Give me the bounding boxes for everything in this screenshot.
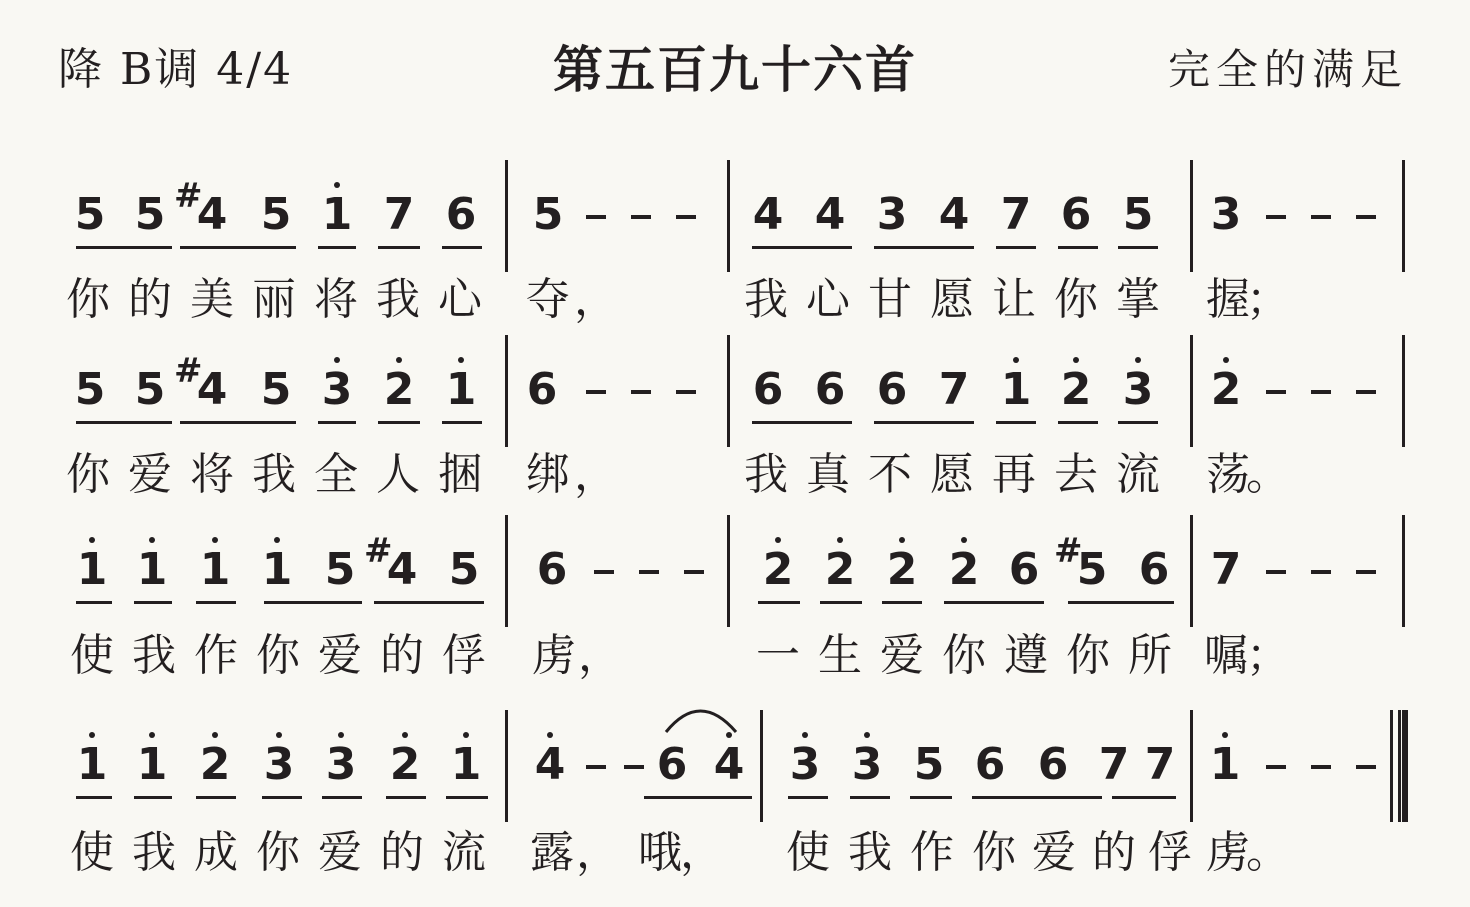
sustain-dash bbox=[684, 570, 704, 574]
note-digit: 3 bbox=[1210, 189, 1242, 240]
octave-dot bbox=[402, 732, 408, 738]
lyric-char: 你 bbox=[256, 827, 300, 878]
beam-underline bbox=[972, 796, 1102, 799]
octave-dot bbox=[1135, 357, 1141, 363]
sustain-dash bbox=[1356, 215, 1376, 219]
octave-dot bbox=[458, 357, 464, 363]
note-digit: 1 bbox=[136, 544, 168, 595]
sustain-dash bbox=[1311, 390, 1331, 394]
note-digit: 2 bbox=[383, 364, 415, 415]
sustain-dash bbox=[586, 765, 606, 769]
note-digit: 6 bbox=[974, 739, 1006, 790]
beam-underline bbox=[442, 246, 482, 249]
beam-underline bbox=[318, 421, 356, 424]
lyric-char: 荡 bbox=[1206, 449, 1250, 500]
octave-dot bbox=[1222, 732, 1228, 738]
barline bbox=[1190, 160, 1193, 272]
barline bbox=[1398, 710, 1401, 822]
note-digit: 3 bbox=[851, 739, 883, 790]
lyric-char: 的 bbox=[128, 274, 172, 325]
beam-underline bbox=[76, 246, 172, 249]
beam-underline bbox=[180, 421, 296, 424]
sustain-dash bbox=[1356, 390, 1376, 394]
lyric-char: 你 bbox=[66, 274, 110, 325]
note-digit: 6 bbox=[526, 364, 558, 415]
lyric-char: 愿 bbox=[930, 274, 974, 325]
beam-underline bbox=[322, 796, 362, 799]
octave-dot bbox=[89, 537, 95, 543]
sharp-sign: # bbox=[1054, 531, 1083, 571]
note-digit: 5 bbox=[913, 739, 945, 790]
note-digit: 6 bbox=[1037, 739, 1069, 790]
sustain-dash bbox=[586, 215, 606, 219]
note-digit: 7 bbox=[1144, 739, 1176, 790]
lyric-char: 心 bbox=[806, 274, 850, 325]
beam-underline bbox=[318, 246, 356, 249]
note-digit: 4 bbox=[196, 189, 228, 240]
sustain-dash bbox=[1356, 765, 1376, 769]
lyric-char: 作 bbox=[910, 827, 954, 878]
lyric-char: 成 bbox=[194, 827, 238, 878]
lyric-char: 你 bbox=[1066, 630, 1110, 681]
beam-underline bbox=[262, 796, 302, 799]
beam-underline bbox=[196, 601, 236, 604]
lyric-char: 人 bbox=[376, 449, 420, 500]
note-digit: 5 bbox=[532, 189, 564, 240]
lyric-char: 你 bbox=[942, 630, 986, 681]
octave-dot bbox=[334, 357, 340, 363]
note-digit: 1 bbox=[1209, 739, 1241, 790]
note-digit: 5 bbox=[134, 189, 166, 240]
note-digit: 7 bbox=[938, 364, 970, 415]
sharp-sign: # bbox=[174, 351, 203, 391]
barline bbox=[727, 160, 730, 272]
beam-underline bbox=[180, 246, 296, 249]
lyric-char: 我 bbox=[132, 827, 176, 878]
barline bbox=[727, 335, 730, 447]
beam-underline bbox=[442, 421, 482, 424]
octave-dot bbox=[1223, 357, 1229, 363]
octave-dot bbox=[837, 537, 843, 543]
note-digit: 5 bbox=[134, 364, 166, 415]
octave-dot bbox=[802, 732, 808, 738]
note-digit: 4 bbox=[386, 544, 418, 595]
beam-underline bbox=[644, 796, 752, 799]
lyric-char: 你 bbox=[972, 827, 1016, 878]
beam-underline bbox=[996, 246, 1036, 249]
lyric-char: 我 bbox=[848, 827, 892, 878]
note-digit: 4 bbox=[534, 739, 566, 790]
octave-dot bbox=[1013, 357, 1019, 363]
note-digit: 4 bbox=[196, 364, 228, 415]
lyric-char: 你 bbox=[1054, 274, 1098, 325]
sustain-dash bbox=[1311, 765, 1331, 769]
note-digit: 2 bbox=[948, 544, 980, 595]
octave-dot bbox=[775, 537, 781, 543]
lyric-char: 你 bbox=[66, 449, 110, 500]
lyric-char: 你 bbox=[256, 630, 300, 681]
sustain-dash bbox=[676, 215, 696, 219]
beam-underline bbox=[820, 601, 862, 604]
lyric-char: 捆 bbox=[438, 449, 482, 500]
sustain-dash bbox=[1311, 570, 1331, 574]
barline bbox=[1190, 515, 1193, 627]
beam-underline bbox=[374, 601, 484, 604]
octave-dot bbox=[864, 732, 870, 738]
note-digit: 1 bbox=[450, 739, 482, 790]
lyric-char: 我 bbox=[744, 449, 788, 500]
beam-underline bbox=[874, 421, 974, 424]
lyric-char: 不 bbox=[868, 449, 912, 500]
octave-dot bbox=[899, 537, 905, 543]
barline bbox=[505, 710, 508, 822]
beam-underline bbox=[196, 796, 236, 799]
sustain-dash bbox=[594, 570, 614, 574]
lyric-char: 心 bbox=[438, 274, 482, 325]
beam-underline bbox=[76, 601, 112, 604]
lyric-char: 俘 bbox=[442, 630, 486, 681]
sharp-sign: # bbox=[364, 531, 393, 571]
beam-underline bbox=[752, 421, 852, 424]
lyric-char: 流 bbox=[442, 827, 486, 878]
beam-underline bbox=[76, 421, 172, 424]
note-digit: 2 bbox=[1060, 364, 1092, 415]
lyric-char: 我 bbox=[252, 449, 296, 500]
octave-dot bbox=[212, 732, 218, 738]
note-digit: 2 bbox=[389, 739, 421, 790]
octave-dot bbox=[149, 537, 155, 543]
note-digit: 1 bbox=[321, 189, 353, 240]
beam-underline bbox=[882, 601, 922, 604]
note-digit: 2 bbox=[199, 739, 231, 790]
note-digit: 6 bbox=[876, 364, 908, 415]
hymn-title: 第五百九十六首 bbox=[553, 41, 917, 99]
note-digit: 5 bbox=[74, 364, 106, 415]
barline bbox=[1402, 335, 1405, 447]
note-digit: 1 bbox=[199, 544, 231, 595]
note-digit: 3 bbox=[325, 739, 357, 790]
lyric-char: 我 bbox=[744, 274, 788, 325]
beam-underline bbox=[1112, 796, 1176, 799]
beam-underline bbox=[874, 246, 974, 249]
lyric-char: ， bbox=[680, 827, 724, 878]
beam-underline bbox=[1058, 246, 1098, 249]
note-digit: 7 bbox=[1098, 739, 1130, 790]
note-digit: 6 bbox=[656, 739, 688, 790]
note-digit: 5 bbox=[1122, 189, 1154, 240]
note-digit: 2 bbox=[886, 544, 918, 595]
beam-underline bbox=[76, 796, 112, 799]
beam-underline bbox=[1058, 421, 1098, 424]
lyric-char: 去 bbox=[1054, 449, 1098, 500]
beam-underline bbox=[758, 601, 800, 604]
octave-dot bbox=[463, 732, 469, 738]
octave-dot bbox=[274, 537, 280, 543]
lyric-char: 爱 bbox=[128, 449, 172, 500]
beam-underline bbox=[134, 796, 172, 799]
note-digit: 3 bbox=[263, 739, 295, 790]
note-digit: 5 bbox=[260, 189, 292, 240]
lyric-char: 真 bbox=[806, 449, 850, 500]
note-digit: 3 bbox=[1122, 364, 1154, 415]
sustain-dash bbox=[1266, 570, 1286, 574]
final-barline-thin bbox=[1390, 710, 1393, 822]
barline bbox=[1402, 515, 1405, 627]
sustain-dash bbox=[676, 390, 696, 394]
note-digit: 6 bbox=[814, 364, 846, 415]
lyric-char: 爱 bbox=[318, 827, 362, 878]
beam-underline bbox=[378, 421, 420, 424]
note-digit: 4 bbox=[938, 189, 970, 240]
lyric-char: 愿 bbox=[930, 449, 974, 500]
lyric-char: 我 bbox=[132, 630, 176, 681]
lyric-char: 虏 bbox=[532, 630, 576, 681]
barline bbox=[760, 710, 763, 822]
note-digit: 4 bbox=[713, 739, 745, 790]
lyric-char: 全 bbox=[314, 449, 358, 500]
lyric-char: 流 bbox=[1116, 449, 1160, 500]
note-digit: 5 bbox=[1076, 544, 1108, 595]
lyric-char: 使 bbox=[786, 827, 830, 878]
lyric-char: 将 bbox=[190, 449, 234, 500]
note-digit: 1 bbox=[1000, 364, 1032, 415]
barline bbox=[1190, 710, 1193, 822]
note-digit: 1 bbox=[76, 739, 108, 790]
lyric-char: ， bbox=[574, 274, 618, 325]
lyric-char: ， bbox=[578, 630, 622, 681]
lyric-char: 俘 bbox=[1148, 827, 1192, 878]
lyric-char: ， bbox=[576, 827, 620, 878]
note-digit: 6 bbox=[445, 189, 477, 240]
sustain-dash bbox=[1356, 570, 1376, 574]
note-digit: 6 bbox=[1138, 544, 1170, 595]
octave-dot bbox=[547, 732, 553, 738]
note-digit: 1 bbox=[76, 544, 108, 595]
tie-arc bbox=[662, 698, 742, 738]
note-digit: 5 bbox=[74, 189, 106, 240]
lyric-char: 一 bbox=[756, 630, 800, 681]
lyric-char: 的 bbox=[1092, 827, 1136, 878]
note-digit: 6 bbox=[1008, 544, 1040, 595]
lyric-char: 绑 bbox=[526, 449, 570, 500]
beam-underline bbox=[134, 601, 172, 604]
note-digit: 2 bbox=[762, 544, 794, 595]
octave-dot bbox=[89, 732, 95, 738]
lyric-char: 作 bbox=[194, 630, 238, 681]
note-digit: 3 bbox=[789, 739, 821, 790]
beam-underline bbox=[752, 246, 852, 249]
lyric-char: 将 bbox=[314, 274, 358, 325]
note-digit: 2 bbox=[1210, 364, 1242, 415]
octave-dot bbox=[212, 537, 218, 543]
hymn-subtitle: 完全的满足 bbox=[1167, 45, 1408, 94]
lyric-char: 美 bbox=[190, 274, 234, 325]
beam-underline bbox=[1118, 421, 1158, 424]
note-digit: 4 bbox=[752, 189, 784, 240]
octave-dot bbox=[334, 182, 340, 188]
octave-dot bbox=[149, 732, 155, 738]
note-digit: 7 bbox=[383, 189, 415, 240]
lyric-char: 。 bbox=[1246, 827, 1290, 878]
note-digit: 5 bbox=[324, 544, 356, 595]
note-digit: 1 bbox=[261, 544, 293, 595]
lyric-char: 我 bbox=[376, 274, 420, 325]
beam-underline bbox=[944, 601, 1044, 604]
lyric-char: 握 bbox=[1206, 274, 1250, 325]
sustain-dash bbox=[1266, 215, 1286, 219]
lyric-char: 。 bbox=[1246, 449, 1290, 500]
note-digit: 1 bbox=[445, 364, 477, 415]
sustain-dash bbox=[1266, 390, 1286, 394]
octave-dot bbox=[961, 537, 967, 543]
note-digit: 7 bbox=[1000, 189, 1032, 240]
barline bbox=[1402, 160, 1405, 272]
barline bbox=[727, 515, 730, 627]
lyric-char: ， bbox=[574, 449, 618, 500]
beam-underline bbox=[850, 796, 890, 799]
lyric-char: 甘 bbox=[868, 274, 912, 325]
barline bbox=[1190, 335, 1193, 447]
lyric-char: 再 bbox=[992, 449, 1036, 500]
sustain-dash bbox=[639, 570, 659, 574]
octave-dot bbox=[1073, 357, 1079, 363]
lyric-char: 爱 bbox=[318, 630, 362, 681]
note-digit: 6 bbox=[536, 544, 568, 595]
beam-underline bbox=[264, 601, 362, 604]
lyric-char: 夺 bbox=[526, 274, 570, 325]
note-digit: 3 bbox=[321, 364, 353, 415]
note-digit: 7 bbox=[1210, 544, 1242, 595]
note-digit: 6 bbox=[1060, 189, 1092, 240]
beam-underline bbox=[910, 796, 952, 799]
barline bbox=[505, 335, 508, 447]
lyric-char: 生 bbox=[818, 630, 862, 681]
lyric-char: 让 bbox=[992, 274, 1036, 325]
octave-dot bbox=[396, 357, 402, 363]
final-barline-thick bbox=[1402, 710, 1408, 822]
beam-underline bbox=[446, 796, 488, 799]
lyric-char: ； bbox=[1246, 274, 1290, 325]
lyric-char: 的 bbox=[380, 630, 424, 681]
note-digit: 3 bbox=[876, 189, 908, 240]
lyric-char: 掌 bbox=[1116, 274, 1160, 325]
sustain-dash bbox=[586, 390, 606, 394]
beam-underline bbox=[1068, 601, 1174, 604]
beam-underline bbox=[1118, 246, 1158, 249]
barline bbox=[505, 515, 508, 627]
lyric-char: 爱 bbox=[1032, 827, 1076, 878]
lyric-char: 所 bbox=[1128, 630, 1172, 681]
sustain-dash bbox=[631, 215, 651, 219]
beam-underline bbox=[378, 246, 420, 249]
note-digit: 2 bbox=[824, 544, 856, 595]
octave-dot bbox=[338, 732, 344, 738]
key-signature: 降 B调 4/4 bbox=[58, 44, 294, 95]
octave-dot bbox=[276, 732, 282, 738]
note-digit: 5 bbox=[448, 544, 480, 595]
beam-underline bbox=[996, 421, 1036, 424]
note-digit: 6 bbox=[752, 364, 784, 415]
lyric-char: 露 bbox=[530, 827, 574, 878]
sustain-dash bbox=[631, 390, 651, 394]
lyric-char: 哦 bbox=[638, 827, 682, 878]
lyric-char: 丽 bbox=[252, 274, 296, 325]
lyric-char: 使 bbox=[70, 827, 114, 878]
lyric-char: 使 bbox=[70, 630, 114, 681]
note-digit: 5 bbox=[260, 364, 292, 415]
lyric-char: 嘱 bbox=[1204, 630, 1248, 681]
lyric-char: 虏 bbox=[1206, 827, 1250, 878]
sustain-dash bbox=[1266, 765, 1286, 769]
beam-underline bbox=[386, 796, 426, 799]
sustain-dash bbox=[624, 765, 644, 769]
note-digit: 4 bbox=[814, 189, 846, 240]
barline bbox=[505, 160, 508, 272]
lyric-char: 遵 bbox=[1004, 630, 1048, 681]
lyric-char: 的 bbox=[380, 827, 424, 878]
beam-underline bbox=[788, 796, 828, 799]
sharp-sign: # bbox=[174, 176, 203, 216]
lyric-char: ； bbox=[1246, 630, 1290, 681]
sustain-dash bbox=[1311, 215, 1331, 219]
note-digit: 1 bbox=[136, 739, 168, 790]
lyric-char: 爱 bbox=[880, 630, 924, 681]
